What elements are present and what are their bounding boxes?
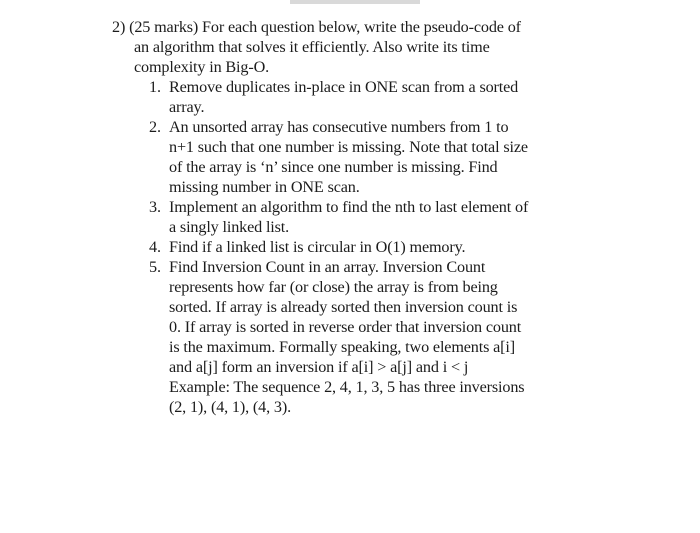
top-edge-strip bbox=[290, 0, 420, 4]
task-line: Implement an algorithm to find the nth to last element of bbox=[169, 198, 529, 216]
task-line: (2, 1), (4, 1), (4, 3). bbox=[169, 398, 291, 416]
task-list bbox=[112, 77, 592, 417]
question-block bbox=[112, 17, 592, 417]
task-item-1 bbox=[112, 77, 592, 117]
task-line: is the maximum. Formally speaking, two elements a[i] bbox=[169, 338, 516, 356]
task-item-3 bbox=[112, 197, 592, 237]
heading-line: 2) (25 marks) For each question below, write the pseudo-code of bbox=[112, 18, 521, 36]
task-line: array. bbox=[169, 98, 205, 116]
task-line: An unsorted array has consecutive numbers from 1 to bbox=[169, 118, 509, 136]
task-number: 3. bbox=[149, 198, 161, 216]
task-line: a singly linked list. bbox=[169, 218, 290, 236]
task-line: Example: The sequence 2, 4, 1, 3, 5 has three inversions bbox=[169, 378, 525, 396]
task-line: represents how far (or close) the array is from being bbox=[169, 278, 498, 296]
task-number: 5. bbox=[149, 258, 161, 276]
task-item-4 bbox=[112, 237, 592, 257]
task-number: 4. bbox=[149, 238, 161, 256]
task-line: 0. If array is sorted in reverse order that inversion count bbox=[169, 318, 522, 336]
question-heading bbox=[112, 17, 592, 77]
heading-line: an algorithm that solves it efficiently. Also write its time bbox=[134, 38, 490, 56]
task-line: Remove duplicates in-place in ONE scan from a sorted bbox=[169, 78, 519, 96]
task-line: of the array is ‘n’ since one number is missing. Find bbox=[169, 158, 498, 176]
task-line: and a[j] form an inversion if a[i] > a[j] and i < j bbox=[169, 358, 469, 376]
task-item-5 bbox=[112, 257, 592, 417]
task-item-2 bbox=[112, 117, 592, 197]
heading-line: complexity in Big-O. bbox=[134, 58, 270, 76]
task-line: Find Inversion Count in an array. Inversion Count bbox=[169, 258, 486, 276]
task-line: n+1 such that one number is missing. Note that total size bbox=[169, 138, 528, 156]
task-number: 2. bbox=[149, 118, 161, 136]
task-line: sorted. If array is already sorted then inversion count is bbox=[169, 298, 518, 316]
task-line: missing number in ONE scan. bbox=[169, 178, 360, 196]
task-line: Find if a linked list is circular in O(1) memory. bbox=[169, 238, 466, 256]
task-number: 1. bbox=[149, 78, 161, 96]
